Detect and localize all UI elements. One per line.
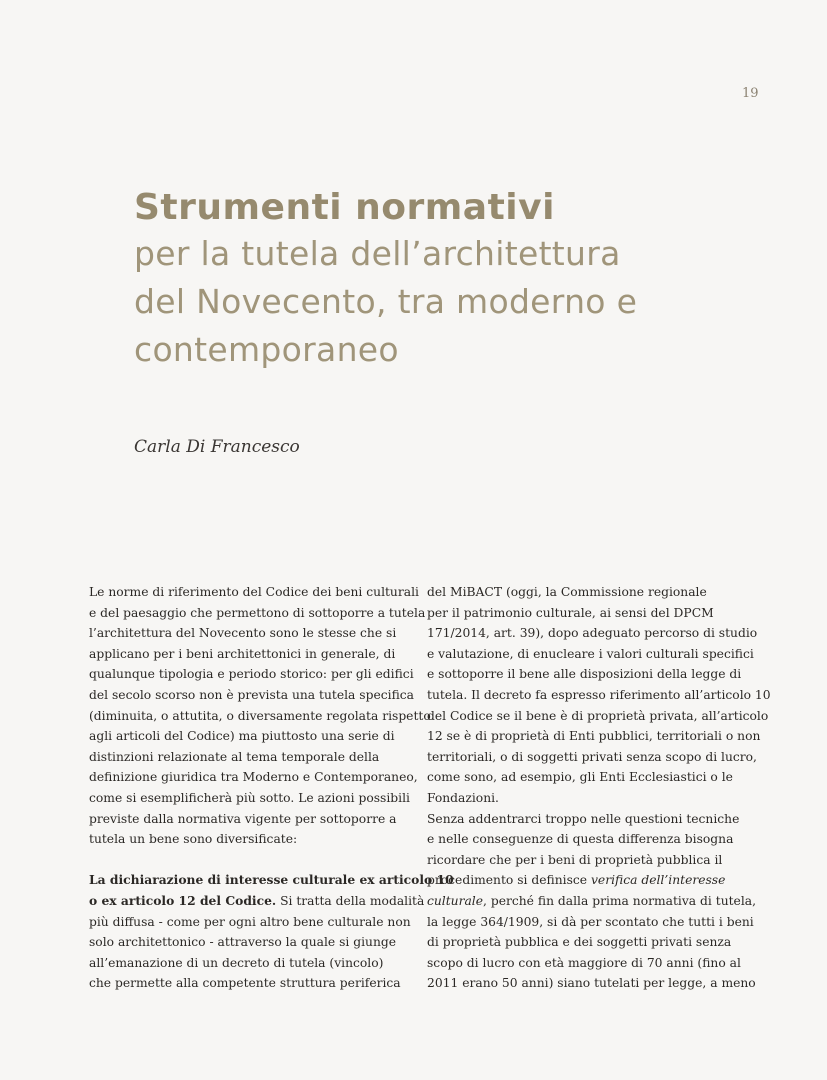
text-line: e del paesaggio che permettono di sottoporre a tutela (89, 605, 426, 620)
text-line: e nelle conseguenze di questa differenza bisogna (427, 832, 734, 847)
section-heading: La dichiarazione di interesse culturale ex articolo 10 (89, 872, 454, 888)
text-span: Si tratta della modalità (276, 893, 425, 908)
text-line: più diffusa - come per ogni altro bene culturale non (89, 914, 411, 929)
text-line: solo architettonico - attraverso la quale si giunge (89, 935, 397, 950)
text-line: e valutazione, di enucleare i valori culturali specifici (427, 646, 754, 661)
text-line: del Codice se il bene è di proprietà privata, all’articolo (427, 708, 769, 723)
text-line: come si esemplificherà più sotto. Le azioni possibili (89, 790, 410, 805)
text-line (89, 891, 425, 912)
text-line: che permette alla competente struttura periferica (89, 976, 401, 991)
text-line: 171/2014, art. 39), dopo adeguato percorso di studio (427, 626, 758, 641)
author-name: Carla Di Francesco (134, 437, 300, 457)
right-column (427, 582, 771, 994)
text-line: di proprietà pubblica e dei soggetti privati senza (427, 935, 732, 950)
text-line: Le norme di riferimento del Codice dei beni culturali (89, 585, 419, 599)
text-span: procedimento si definisce (427, 873, 591, 888)
text-line (427, 891, 757, 912)
text-line: 12 se è di proprietà di Enti pubblici, territoriali o non (427, 729, 761, 744)
text-line: del MiBACT (oggi, la Commissione regionale (427, 585, 707, 599)
paragraph-gap (89, 850, 399, 871)
section-heading-end: o ex articolo 12 del Codice. (89, 892, 277, 908)
title-main: Strumenti normativi (134, 187, 555, 228)
text-line: tutela. Il decreto fa espresso riferimento all’articolo 10 (427, 687, 771, 702)
text-line: ricordare che per i beni di proprietà pubblica il (427, 852, 723, 867)
text-line: all’emanazione di un decreto di tutela (vincolo) (89, 955, 384, 970)
left-column (89, 582, 454, 994)
text-line: Senza addentrarci troppo nelle questioni tecniche (427, 811, 740, 826)
text-line: tutela un bene sono diversificate: (89, 832, 298, 847)
text-line: scopo di lucro con età maggiore di 70 anni (fino al (427, 955, 741, 970)
title-subtitle-line: contemporaneo (134, 330, 399, 369)
text-line (427, 870, 752, 891)
article-title (134, 186, 754, 374)
text-line: definizione giuridica tra Moderno e Contemporaneo, (89, 770, 418, 785)
text-line: applicano per i beni architettonici in generale, di (89, 646, 396, 661)
text-line: distinzioni relazionate al tema temporale della (89, 749, 380, 764)
text-line: per il patrimonio culturale, ai sensi del DPCM (427, 605, 714, 620)
text-line: qualunque tipologia e periodo storico: per gli edifici (89, 667, 414, 682)
text-line: l’architettura del Novecento sono le stesse che si (89, 626, 397, 641)
text-line: (diminuita, o attutita, o diversamente regolata rispetto (89, 708, 431, 723)
text-line: agli articoli del Codice) ma piuttosto una serie di (89, 729, 395, 744)
text-line: e sottoporre il bene alle disposizioni della legge di (427, 667, 742, 682)
text-span: , perché fin dalla prima normativa di tutela, (483, 893, 757, 908)
text-line: 2011 erano 50 anni) siano tutelati per legge, a meno (427, 976, 756, 991)
text-line: del secolo scorso non è prevista una tutela specifica (89, 687, 414, 702)
italic-term: culturale (427, 893, 484, 908)
title-subtitle-line: del Novecento, tra moderno e (134, 282, 638, 321)
italic-term: verifica dell’interesse (590, 873, 726, 888)
text-line: la legge 364/1909, si dà per scontato che tutti i beni (427, 914, 754, 929)
text-line: come sono, ad esempio, gli Enti Ecclesiastici o le (427, 770, 733, 785)
text-line: Fondazioni. (427, 790, 499, 805)
page-number: 19 (742, 86, 759, 101)
text-line: territoriali, o di soggetti privati senza scopo di lucro, (427, 749, 757, 764)
text-line: previste dalla normativa vigente per sottoporre a (89, 811, 397, 826)
title-subtitle-line: per la tutela dell’architettura (134, 234, 621, 273)
